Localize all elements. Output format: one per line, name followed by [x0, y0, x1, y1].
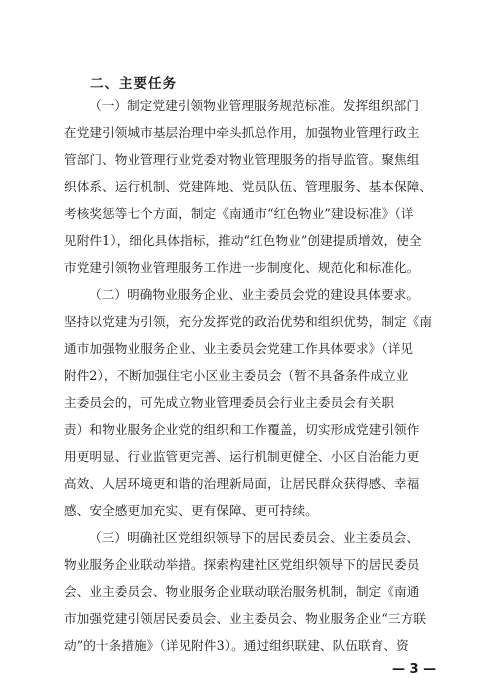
paragraph-3-line-3: 会、业主委员会、物业服务企业联动联治服务机制，制定《南通 — [64, 584, 420, 599]
paragraph-1-line-7: 市党建引领物业管理服务工作进一步制度化、规范化和标准化。 — [64, 260, 420, 275]
paragraph-1-line-6: 见附件1），细化具体指标，推动“红色物业”创建提质增效，使全 — [64, 233, 422, 248]
paragraph-1-line-2: 在党建引领城市基层治理中牵头抓总作用，加强物业管理行政主 — [64, 125, 420, 140]
paragraph-2-line-4: 附件2），不断加强住宅小区业主委员会（暂不具备条件成立业 — [64, 368, 409, 383]
paragraph-1-line-3: 管部门、物业管理行业党委对物业管理服务的指导监管。聚焦组 — [64, 152, 420, 167]
paragraph-2-line-9: 感、安全感更加充实、更有保障、更可持续。 — [64, 503, 318, 518]
page-number: — 3 — — [392, 662, 437, 677]
paragraph-2-line-6: 责）和物业服务企业党的组织和工作覆盖，切实形成党建引领作 — [64, 422, 420, 437]
paragraph-1-line-4: 织体系、运行机制、党建阵地、党员队伍、管理服务、基本保障、 — [64, 179, 433, 194]
paragraph-3-line-4: 市加强党建引领居民委员会、业主委员会、物业服务企业“三方联 — [64, 611, 426, 626]
paragraph-3-line-2: 物业服务企业联动举措。探索构建社区党组织领导下的居民委员 — [64, 557, 420, 572]
paragraph-2-line-2: 坚持以党建为引领，充分发挥党的政治优势和组织优势，制定《南 — [64, 314, 433, 329]
paragraph-3-line-5: 动”的十条措施》（详见附件3）。通过组织联建、队伍联育、资 — [64, 638, 409, 653]
paragraph-2-line-3: 通市加强物业服务企业、业主委员会党建工作具体要求》（详见 — [64, 341, 414, 356]
section-heading: 二、主要任务 — [90, 76, 177, 92]
paragraph-1-line-5: 考核奖惩等七个方面，制定《南通市“红色物业”建设标准》（详 — [64, 206, 414, 221]
paragraph-2-line-8: 高效、人居环境更和谐的治理新局面，让居民群众获得感、幸福 — [64, 476, 420, 491]
paragraph-2-line-1: （二）明确物业服务企业、业主委员会党的建设具体要求。 — [89, 287, 420, 302]
paragraph-2-line-7: 用更明显、行业监管更完善、运行机制更健全、小区自治能力更 — [64, 449, 420, 464]
paragraph-1-line-1: （一）制定党建引领物业管理服务规范标准。发挥组织部门 — [89, 98, 420, 113]
paragraph-3-line-1: （三）明确社区党组织领导下的居民委员会、业主委员会、 — [89, 530, 420, 545]
paragraph-2-line-5: 主委员会的，可先成立物业管理委员会行业主委员会有关职 — [64, 395, 395, 410]
